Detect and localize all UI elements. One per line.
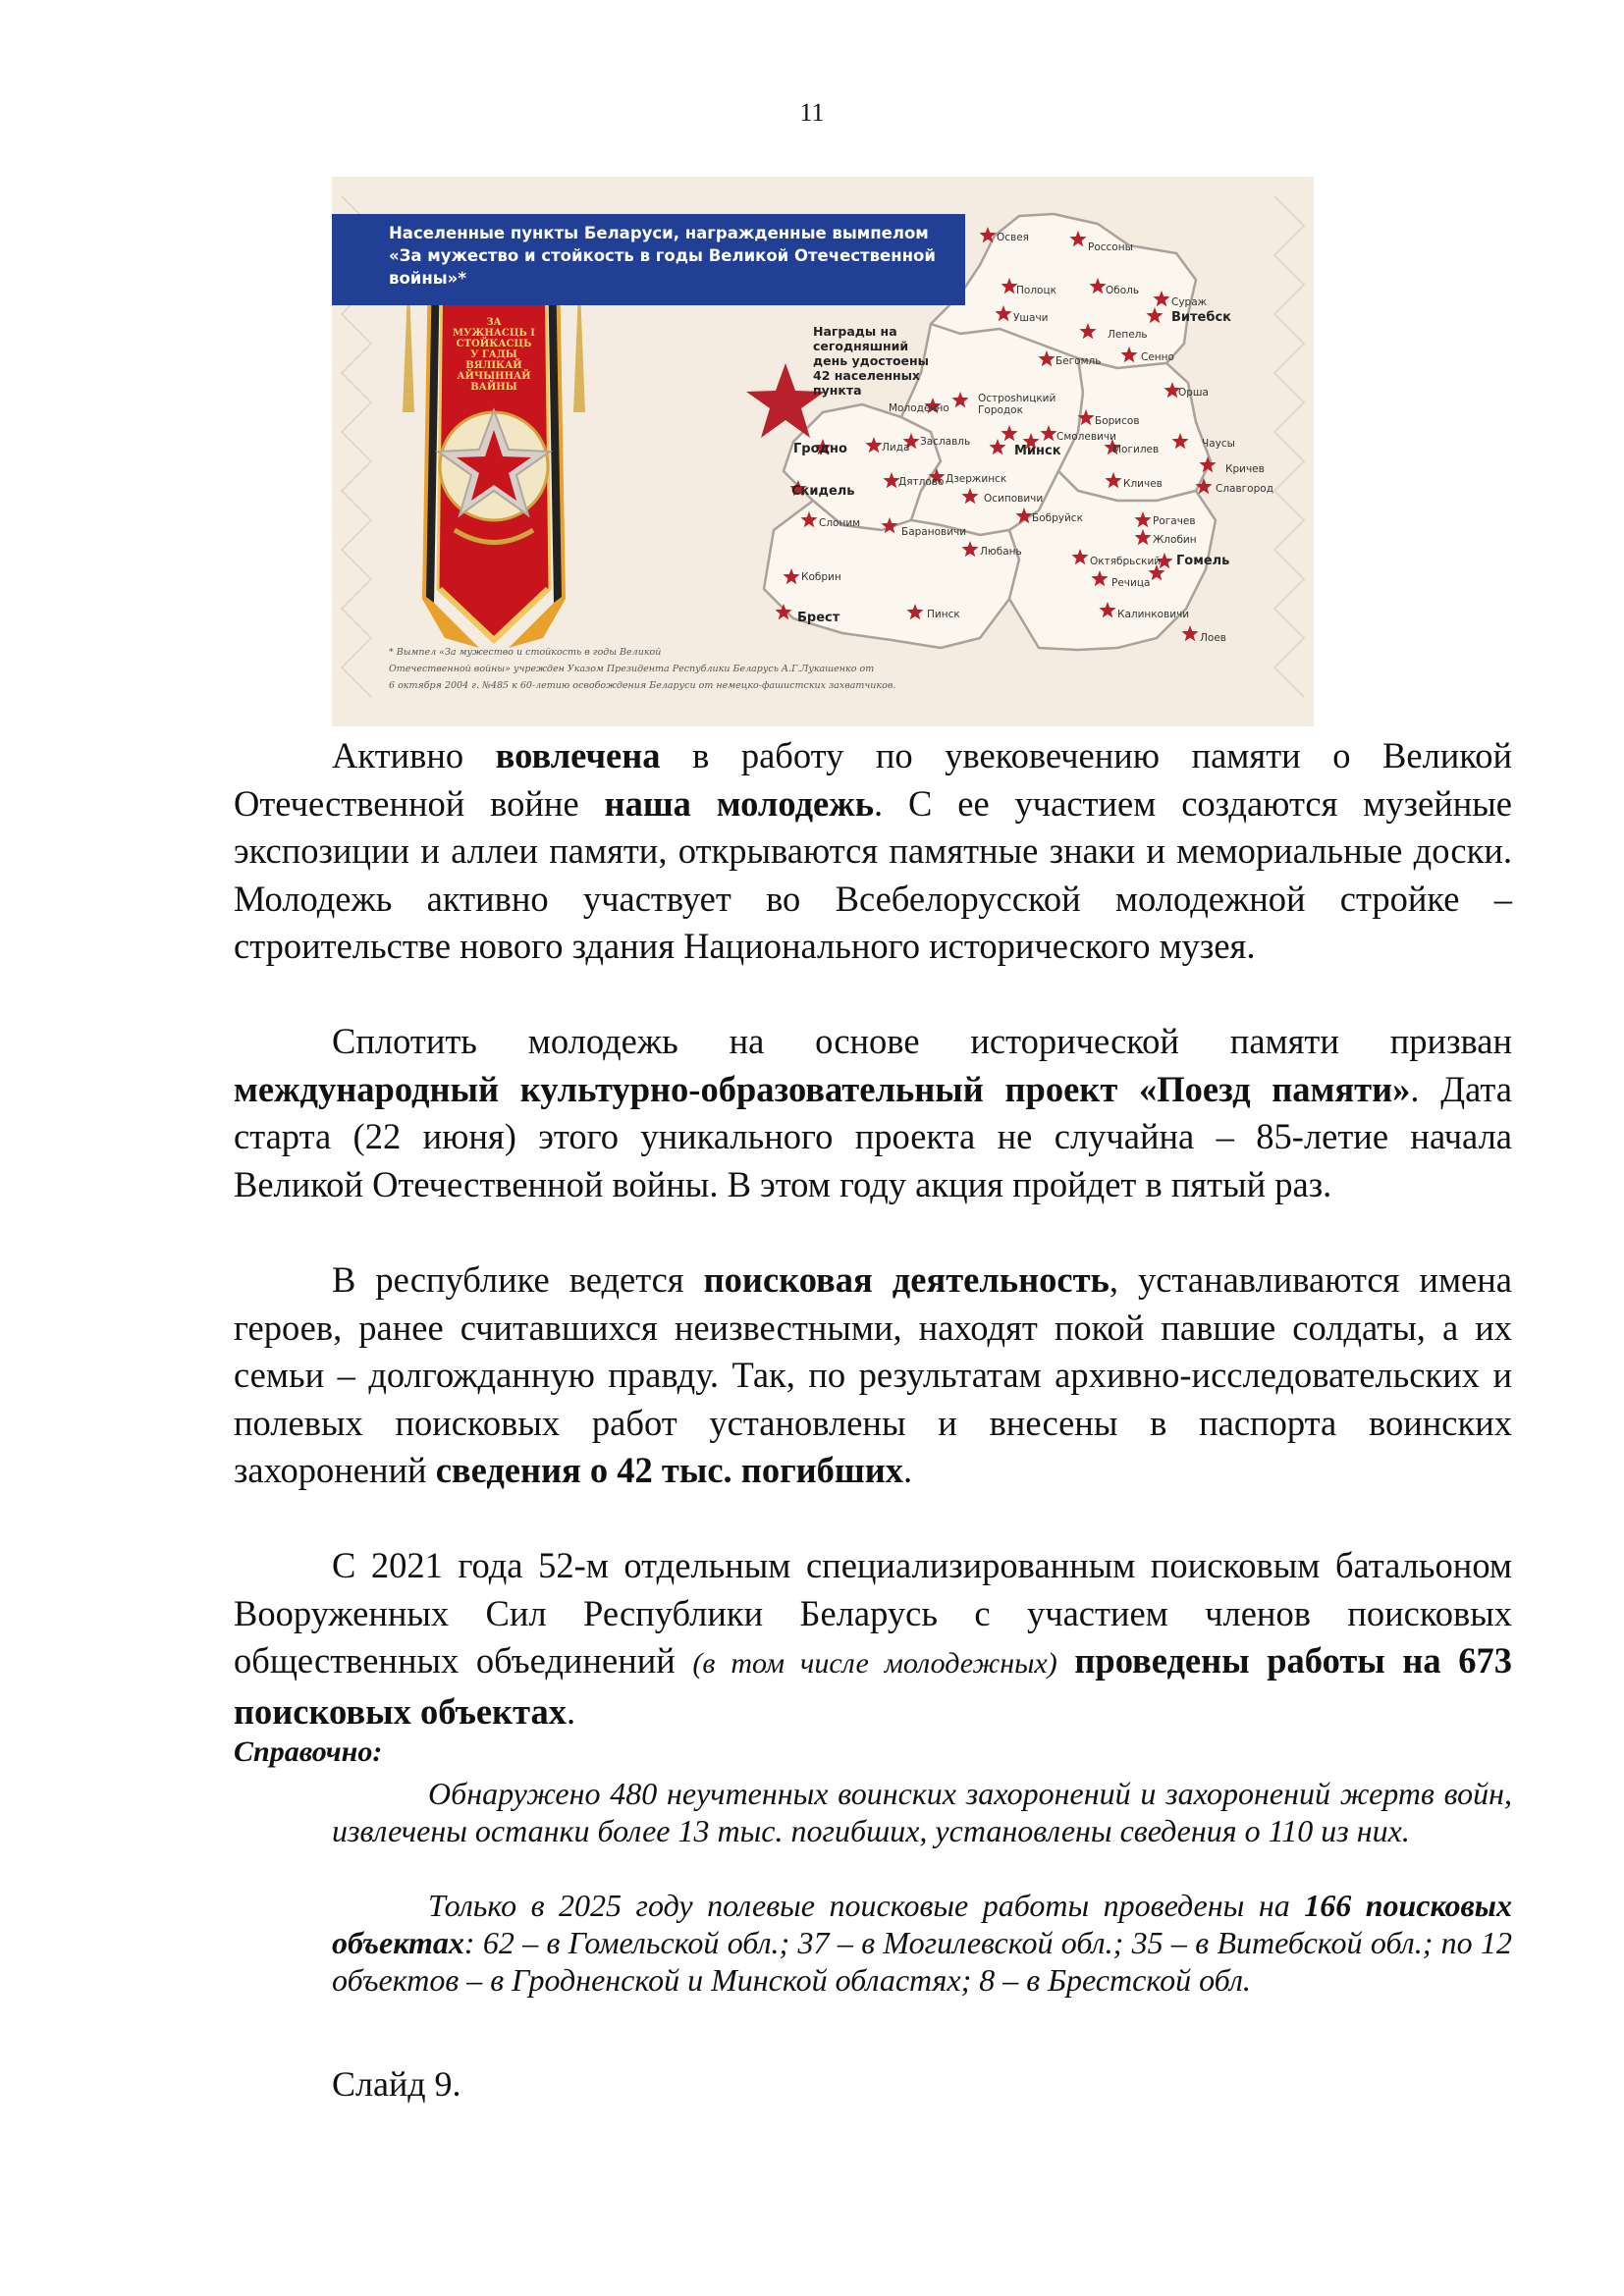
text-run	[1057, 1640, 1075, 1681]
text-run: в работу по увековечению памяти о Великой Отечественной войне	[234, 735, 1512, 824]
city-label: Россоны	[1088, 241, 1133, 253]
city-label: Скидель	[791, 484, 855, 499]
pennant-banner	[382, 245, 606, 648]
city-label: Борисов	[1095, 415, 1140, 427]
city-label: Брест	[797, 611, 840, 625]
footnote-line: * Вымпел «За мужество и стойкость в годы Великой	[389, 647, 662, 658]
pennant-text: У ГАДЫ	[470, 349, 517, 360]
city-label: Речица	[1111, 577, 1151, 589]
city-label: Кобрин	[801, 571, 841, 583]
city-label: Чаусы	[1202, 438, 1235, 450]
figure-header-line: Населенные пункты Беларуси, награжденные вымпелом	[389, 224, 929, 242]
paragraph-search-battalion	[234, 1542, 1512, 1735]
text-run: Сплотить молодежь на основе исторической памяти призван	[332, 1021, 1512, 1061]
city-label: Бегомль	[1056, 355, 1102, 367]
city-label: Октябрьский	[1090, 556, 1162, 567]
figure-header-line: войны»*	[389, 269, 466, 288]
text-run: . Дата старта (22 июня) этого уникального проекта не случайна – 85-летие начала Великой Отечественной войны. В этом году акция пройдет в пятый раз.	[234, 1068, 1512, 1204]
pennant-text: МУЖНАСЦЬ І СТОЙКАСЦЬ	[453, 328, 535, 349]
figure-header	[332, 214, 965, 305]
pennant-text: ВЯЛІКАЙ АЙЧЫННАЙ ВАЙНЫ	[457, 360, 531, 393]
city-label: Дзержинск	[946, 473, 1007, 485]
slide-label: Слайд 9.	[332, 2064, 461, 2104]
figure-header-line: «За мужество и стойкость в годы Великой Отечественной	[389, 246, 936, 265]
city-label: Минск	[1014, 444, 1061, 458]
city-label: Кричев	[1225, 463, 1265, 475]
city-label: Лида	[882, 442, 910, 454]
reference-note-2	[332, 1887, 1512, 1999]
reference-text: Обнаружено 480 неучтенных воинских захоронений и захоронений жертв войн, извлечены останки более 13 тыс. погибших, установлены сведения о 110 из них.	[332, 1776, 1512, 1848]
city-label: Лоев	[1200, 632, 1226, 644]
city-label: Молодечно	[889, 402, 949, 414]
city-label: Сураж	[1171, 296, 1208, 308]
city-label: Гродно	[793, 442, 847, 456]
text-run: : 62 – в Гомельской обл.; 37 – в Могилевской обл.; 35 – в Витебской обл.; по 12 объектов – в Гродненской и Минской областях; 8 – в Брестской обл.	[332, 1925, 1512, 1998]
paragraph-youth	[234, 732, 1512, 971]
city-label: Калинковичи	[1117, 609, 1190, 620]
paragraph-memory-train	[234, 1018, 1512, 1208]
city-label: Кличев	[1123, 478, 1163, 490]
city-label: Полоцк	[1016, 285, 1056, 296]
bold-text: наша молодежь	[604, 782, 875, 824]
city-label: Барановичи	[901, 526, 967, 538]
city-label: Ушачи	[1013, 312, 1049, 324]
city-label: Освея	[997, 232, 1030, 243]
text-run: .	[903, 1450, 913, 1490]
city-label: Любань	[980, 546, 1022, 558]
city-label: Слоним	[819, 517, 861, 529]
city-label: Могилев	[1112, 444, 1160, 455]
city-label: Гомель	[1176, 554, 1230, 568]
awards-map-infographic	[332, 177, 1314, 726]
text-run: , устанавливаются имена героев, ранее считавшихся неизвестными, находят покой павшие солдаты, а их семьи – долгожданную правду. Так, по результатам архивно-исследовательских и полевых поисковых работ установлены и внесены в паспорта воинских захоронений	[234, 1259, 1512, 1490]
city-label: Оболь	[1106, 285, 1140, 296]
reference-note-1	[332, 1775, 1512, 1849]
city-label: Дятлово	[898, 476, 945, 488]
text-run: .	[566, 1690, 576, 1732]
footnote-line: 6 октября 2004 г. №485 к 60-летию освобождения Беларуси от немецко-фашистских захватчиков.	[389, 680, 896, 691]
text-run: Активно	[332, 735, 496, 775]
city-label: Жлобин	[1153, 534, 1197, 546]
city-label: Заславль	[920, 436, 971, 448]
city-label: Лепель	[1108, 329, 1148, 341]
italic-text: (в том числе молодежных)	[692, 1647, 1057, 1680]
city-label: Сенно	[1141, 351, 1174, 363]
city-label: Витебск	[1171, 310, 1231, 325]
award-note: Награды на сегодняшний день удостоены 42 населенных пункта	[813, 324, 929, 398]
city-label: Остроshицкий Городок	[978, 393, 1056, 416]
bold-text: сведения о 42 тыс. погибших	[435, 1450, 904, 1490]
bold-text: международный культурно-образовательный проект «Поезд памяти»	[234, 1068, 1411, 1109]
figure-footnote	[389, 644, 939, 694]
city-label: Славгород	[1216, 483, 1273, 495]
page-number: 11	[799, 98, 825, 127]
bold-text: 166 поисковых объектах	[332, 1888, 1513, 1960]
city-star-icon	[1181, 625, 1198, 641]
city-label: Осиповичи	[984, 493, 1044, 505]
bold-text: проведены работы на 673 поисковых объектах	[234, 1640, 1512, 1732]
city-label: Пинск	[927, 609, 960, 620]
text-run: Только в 2025 году полевые поисковые работы проведены на	[428, 1888, 1305, 1923]
text-run: В республике ведется	[332, 1259, 704, 1300]
text-run: С 2021 года 52-м отдельным специализированным поисковым батальоном Вооруженных Сил Республики Беларусь с участием членов поисковых общественных объединений	[234, 1545, 1512, 1681]
pennant-inscription	[438, 317, 550, 393]
text-run: . С ее участием создаются музейные экспозиции и аллеи памяти, открываются памятные знаки и мемориальные доски. Молодежь активно участвует во Всебелорусской молодежной стройке – строительстве нового здания Национального исторического музея.	[234, 782, 1512, 966]
city-label: Орша	[1178, 387, 1209, 399]
paragraph-search-activity	[234, 1256, 1512, 1495]
pennant-text: ЗА	[486, 317, 502, 328]
footnote-line: Отечественной войны» учрежден Указом Президента Республики Беларусь А.Г.Лукашенко от	[389, 664, 875, 674]
city-label: Смолевичи	[1056, 431, 1116, 443]
city-label: Бобруйск	[1032, 512, 1083, 524]
reference-label: Справочно:	[234, 1735, 383, 1768]
city-label: Рогачев	[1153, 515, 1196, 527]
bold-text: вовлечена	[495, 735, 661, 775]
bold-text: поисковая деятельность	[703, 1259, 1110, 1300]
